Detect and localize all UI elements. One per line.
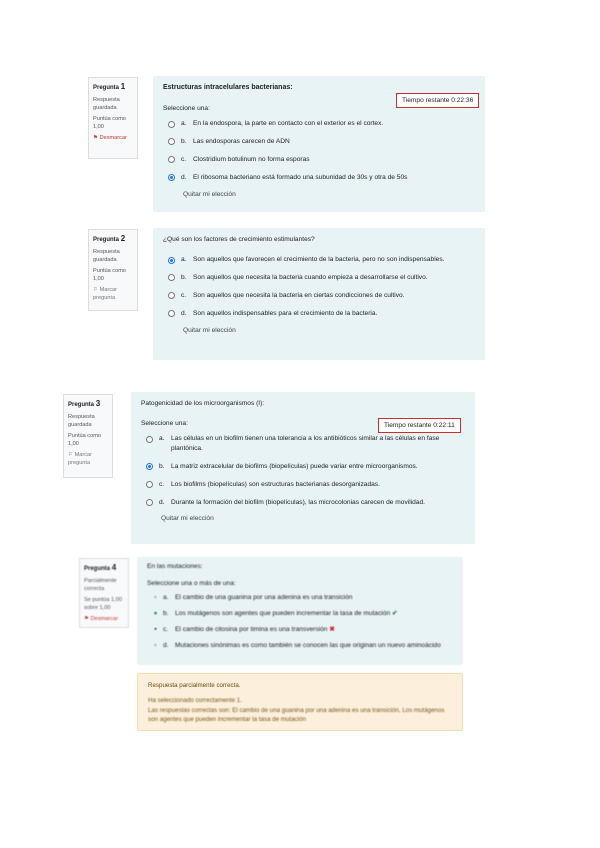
- incorrect-icon: ✖: [329, 625, 335, 633]
- question-number: Pregunta 1: [93, 82, 126, 91]
- feedback-summary: Respuesta parcialmente correcta.: [148, 682, 241, 689]
- question-info-2: [88, 229, 138, 311]
- answer-option-a: ▫ a. El cambio de una guanina por una adenina es una transición: [152, 593, 453, 603]
- answer-option-a[interactable]: a. Son aquellos que favorecen el crecimiento de la bacteria, pero no son indispensables.: [168, 255, 475, 265]
- radio-button[interactable]: [146, 436, 153, 443]
- radio-button-selected[interactable]: [146, 463, 153, 470]
- question-points: Puntúa como 1,00: [68, 432, 101, 448]
- question-card-2: [153, 228, 485, 360]
- answer-option-c[interactable]: c. Los biofilms (biopelículas) son estructuras bacterianas desorganizadas.: [146, 480, 465, 490]
- question-number: Pregunta 4: [84, 563, 117, 572]
- answer-option-c[interactable]: c. Clostridium botulinum no forma esporas: [168, 155, 475, 165]
- flag-toggle[interactable]: ⚐ Marcar pregunta: [68, 452, 92, 467]
- clear-choice-link[interactable]: Quitar mi elección: [183, 190, 236, 198]
- answer-option-c[interactable]: c. Son aquellos que necesita la bacteria en ciertas condicciones de cultivo.: [168, 291, 475, 301]
- radio-button-selected[interactable]: [168, 257, 175, 264]
- radio-button[interactable]: [168, 156, 175, 163]
- checked-icon: ●: [153, 609, 158, 617]
- question-text: Estructuras intracelulares bacterianas:: [163, 84, 293, 91]
- radio-button[interactable]: [168, 274, 175, 281]
- flag-toggle[interactable]: ⚑ Desmarcar: [93, 135, 127, 142]
- checkbox-icon: ▫: [154, 641, 157, 649]
- feedback-panel: [137, 673, 463, 731]
- question-info-1: [88, 77, 138, 159]
- question-text: ¿Qué son los factores de crecimiento estimulantes?: [163, 236, 315, 243]
- question-status: Respuesta guardada: [93, 248, 120, 263]
- timer-box: Tiempo restante 0:22:11: [378, 418, 461, 433]
- radio-button[interactable]: [146, 481, 153, 488]
- flag-toggle[interactable]: ⚐ Marcar pregunta: [93, 287, 117, 302]
- radio-button[interactable]: [168, 138, 175, 145]
- flag-icon: ⚐: [68, 452, 74, 459]
- answer-option-a[interactable]: a. En la endospora, la parte en contacto con el exterior es el cortex.: [168, 119, 475, 129]
- clear-choice-link[interactable]: Quitar mi elección: [161, 515, 214, 523]
- question-number: Pregunta 3: [68, 399, 101, 408]
- feedback-correct-answers: Las respuestas correctas son: El cambio de una guanina por una adenina es una transición, Los mutágenos son agentes que pueden incrementar la tasa de mutación: [148, 706, 445, 723]
- radio-button[interactable]: [168, 310, 175, 317]
- flag-toggle[interactable]: ⚑ Desmarcar: [84, 616, 118, 623]
- radio-button[interactable]: [168, 292, 175, 299]
- answer-option-d[interactable]: d. Son aquellos indispensables para el crecimiento de la bacteria.: [168, 309, 475, 319]
- question-points: Puntúa como 1,00: [93, 115, 126, 131]
- checkbox-icon: ▫: [154, 594, 157, 601]
- question-number: Pregunta 2: [93, 234, 126, 243]
- question-text: Patogenicidad de los microorganismos (I):: [141, 400, 265, 407]
- question-status: Respuesta guardada: [93, 96, 120, 111]
- answer-option-d: ▫ d. Mutaciones sinónimas es como también se conocen las que originan un nuevo aminoácido: [152, 641, 453, 651]
- answer-option-b: ● b. Los mutágenos son agentes que pueden incrementar la tasa de mutación ✔: [153, 609, 398, 617]
- question-info-4: [79, 558, 129, 628]
- answer-option-a[interactable]: a. Las células en un biofilm tienen una tolerancia a los antibióticos similar a las células en fase plantónica.: [146, 434, 465, 454]
- question-text: En las mutaciones:: [147, 563, 203, 570]
- question-card-3: [131, 392, 475, 544]
- correct-icon: ✔: [392, 609, 398, 617]
- clear-choice-link[interactable]: Quitar mi elección: [183, 326, 236, 334]
- answer-option-b[interactable]: b. Son aquellos que necesita la bacteria cuando empieza a desarrollarse el cultivo.: [168, 273, 475, 283]
- select-prompt: Seleccione una:: [163, 105, 210, 112]
- question-status: Parcialmente correcta: [84, 577, 117, 592]
- answer-option-b[interactable]: b. La matriz extracelular de biofilms (biopelículas) puede variar entre microorganismos.: [146, 462, 465, 472]
- question-status: Respuesta guardada: [68, 413, 95, 428]
- answer-option-d[interactable]: d. Durante la formación del biofilm (biopelículas), las microcolonias carecen de movilidad.: [146, 498, 465, 508]
- select-prompt: Seleccione una:: [141, 420, 188, 427]
- checked-icon: ▪: [154, 625, 157, 633]
- question-points: Puntúa como 1,00: [93, 267, 126, 283]
- flag-icon: ⚑: [93, 135, 99, 142]
- answer-option-d[interactable]: d. El ribosoma bacteriano está formado una subunidad de 30s y otra de 50s: [168, 173, 475, 183]
- timer-box: Tiempo restante 0:22:36: [396, 93, 479, 108]
- question-card-4: [137, 557, 463, 665]
- answer-option-c: ▪ c. El cambio de citosina por timina es una transversión ✖: [152, 625, 453, 635]
- feedback-count: Ha seleccionado correctamente 1.: [148, 697, 242, 705]
- answer-option-b[interactable]: b. Las endosporas carecen de ADN: [168, 137, 475, 147]
- flag-icon: ⚑: [84, 616, 90, 623]
- question-info-3: [63, 394, 113, 478]
- radio-button[interactable]: [146, 499, 153, 506]
- select-prompt: Seleccione una o más de una:: [147, 580, 236, 587]
- flag-icon: ⚐: [93, 287, 99, 294]
- question-points: Se puntúa 1,00 sobre 1,00: [84, 596, 122, 612]
- radio-button[interactable]: [168, 121, 175, 128]
- radio-button-selected[interactable]: [168, 174, 175, 181]
